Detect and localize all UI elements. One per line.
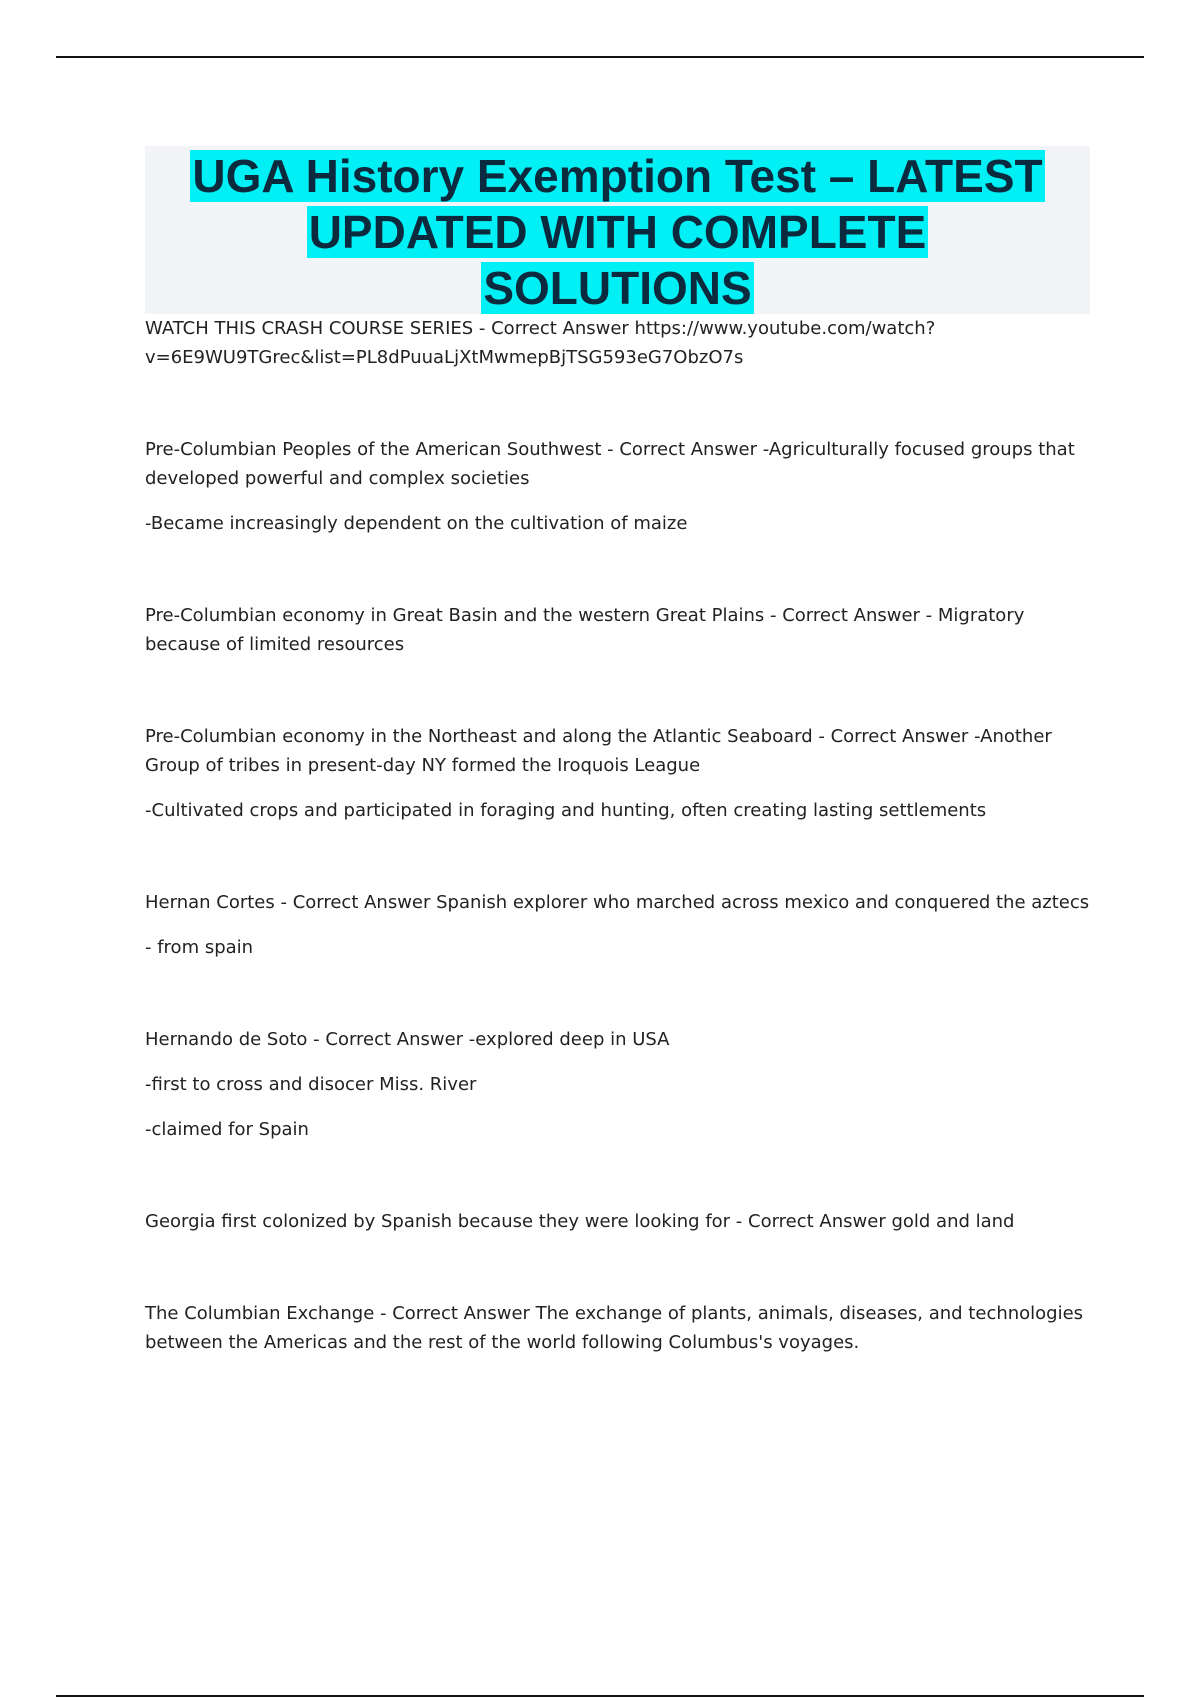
qa-item <box>145 314 1090 372</box>
qa-item <box>145 601 1090 659</box>
qa-extra: -Became increasingly dependent on the cultivation of maize <box>145 513 688 534</box>
qa-item <box>145 722 1090 825</box>
qa-line: Georgia first colonized by Spanish because they were looking for - Correct Answer gold and land <box>145 1211 1015 1232</box>
qa-extra: - from spain <box>145 937 254 958</box>
qa-line: Pre-Columbian Peoples of the American Southwest - Correct Answer -Agriculturally focused groups that <box>145 439 1075 460</box>
document-page <box>145 146 1090 1357</box>
qa-line: because of limited resources <box>145 634 405 655</box>
bottom-rule <box>56 1695 1144 1697</box>
title-line-3: SOLUTIONS <box>483 262 752 314</box>
qa-line: Pre-Columbian economy in Great Basin and the western Great Plains - Correct Answer - Migratory <box>145 605 1025 626</box>
qa-line: WATCH THIS CRASH COURSE SERIES - Correct Answer https://www.youtube.com/watch? <box>145 318 936 339</box>
qa-item <box>145 435 1090 538</box>
qa-line: v=6E9WU9TGrec&list=PL8dPuuaLjXtMwmepBjTSG593eG7ObzO7s <box>145 347 744 368</box>
qa-line: Hernando de Soto - Correct Answer -explored deep in USA <box>145 1029 670 1050</box>
qa-extra: -first to cross and disocer Miss. River <box>145 1074 477 1095</box>
document-title <box>145 146 1090 316</box>
qa-extra: -Cultivated crops and participated in foraging and hunting, often creating lasting settlements <box>145 800 987 821</box>
qa-extra: -claimed for Spain <box>145 1119 309 1140</box>
qa-item <box>145 1207 1090 1236</box>
qa-list <box>145 314 1090 1357</box>
qa-line: Hernan Cortes - Correct Answer Spanish explorer who marched across mexico and conquered the aztecs <box>145 892 1090 913</box>
qa-item <box>145 1299 1090 1357</box>
top-rule <box>56 56 1144 58</box>
title-line-1: UGA History Exemption Test – LATEST <box>192 150 1043 202</box>
title-line-2: UPDATED WITH COMPLETE <box>308 206 927 258</box>
qa-line: between the Americas and the rest of the world following Columbus's voyages. <box>145 1332 860 1353</box>
qa-line: Pre-Columbian economy in the Northeast and along the Atlantic Seaboard - Correct Answer -Another <box>145 726 1052 747</box>
qa-line: Group of tribes in present-day NY formed the Iroquois League <box>145 755 701 776</box>
qa-line: developed powerful and complex societies <box>145 468 530 489</box>
title-box <box>145 146 1090 314</box>
qa-item <box>145 1025 1090 1144</box>
qa-item <box>145 888 1090 962</box>
qa-line: The Columbian Exchange - Correct Answer The exchange of plants, animals, diseases, and technologies <box>145 1303 1084 1324</box>
